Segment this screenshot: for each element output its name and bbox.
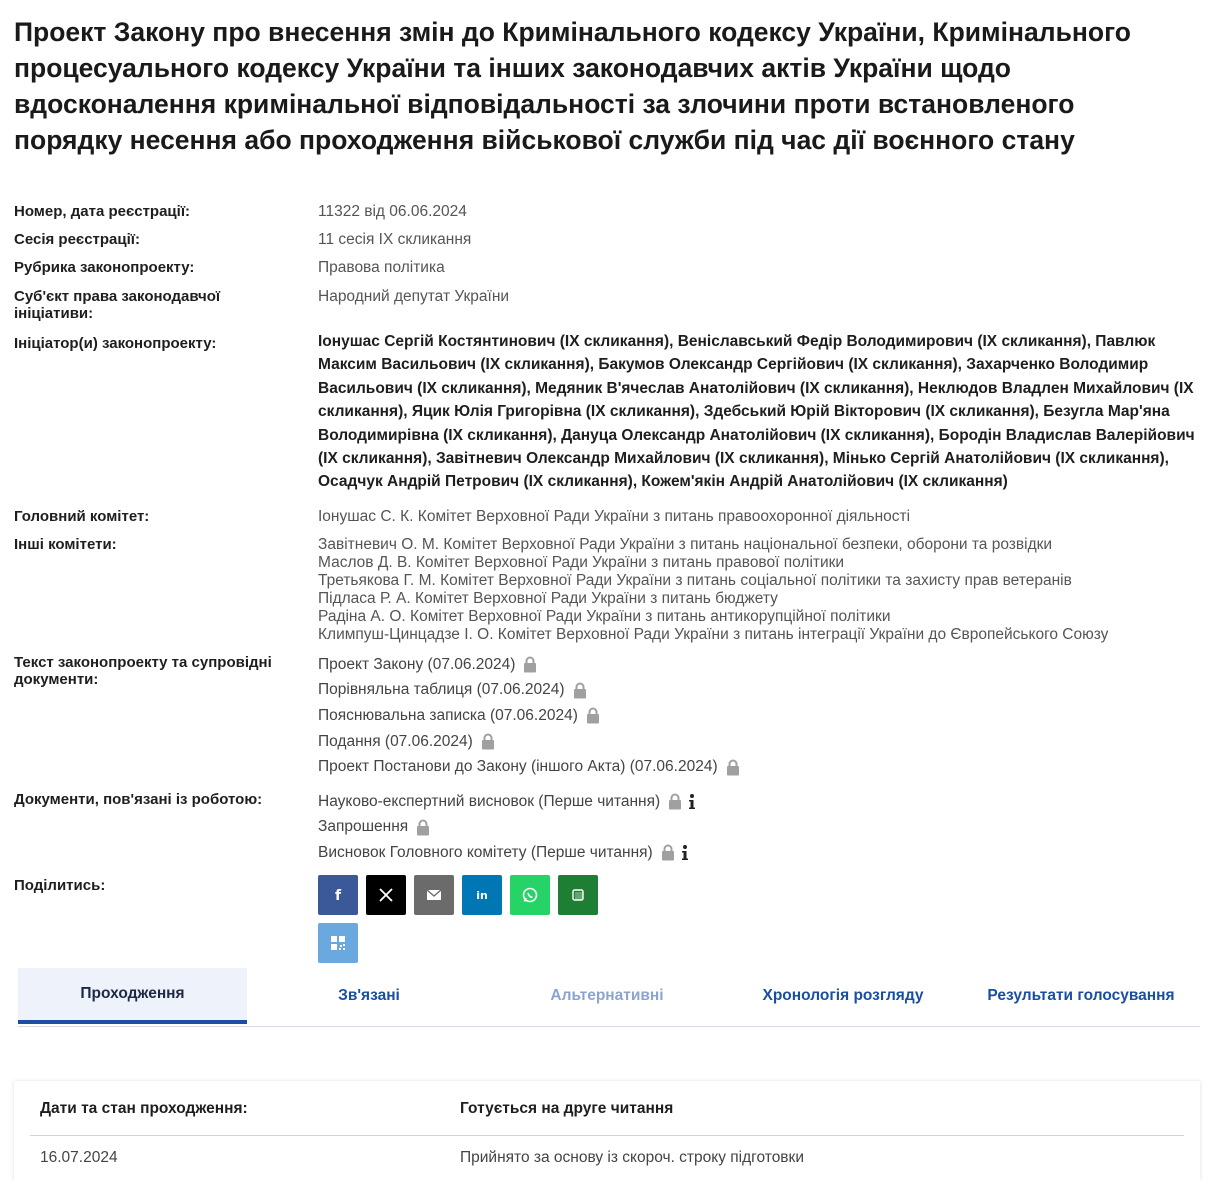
status-head-value: Готується на друге читання	[460, 1100, 674, 1117]
copy-share-button[interactable]	[558, 875, 598, 915]
tab-related[interactable]: Зв'язані	[338, 987, 400, 1004]
tab-chronology[interactable]: Хронологія розгляду	[762, 987, 924, 1004]
doc-item[interactable]	[318, 678, 1198, 704]
lock-icon	[573, 682, 587, 699]
lock-icon	[668, 793, 682, 810]
status-head-label: Дати та стан проходження:	[40, 1100, 248, 1117]
committee-item: Підласа Р. А. Комітет Верховної Ради України з питань бюджету	[318, 590, 778, 607]
info-icon[interactable]	[688, 793, 696, 810]
doc-link[interactable]: Подання (07.06.2024)	[318, 732, 473, 750]
tab-progress[interactable]: Проходження	[18, 968, 247, 1024]
session-value: 11 сесія IX скликання	[318, 231, 472, 248]
committee-item: Маслов Д. В. Комітет Верховної Ради України з питань правової політики	[318, 554, 845, 571]
lock-icon	[726, 759, 740, 776]
main-committee-label: Головний комітет:	[14, 508, 150, 525]
rubric-value: Правова політика	[318, 259, 445, 276]
initiators-value[interactable]: Іонушас Сергій Костянтинович (IX скликання), Веніславський Федір Володимирович (IX скликання), Павлюк Максим Васильович (IX скликання), Бакумов Олександр Сергійович (IX скликання), Захарченко Володимир Васильович (IX скликання), Медяник В'ячеслав Анатолійович (IX скликання), Неклюдов Владлен Михайлович (IX скликання), Яцик Юлія Григорівна (IX скликання), Здебський Юрій Вікторович (IX скликання), Безугла Мар'яна Володимирівна (IX скликання), Дануца Олександр Анатолійович (IX скликання), Бородін Владислав Валерійович (IX скликання), Завітневич Олександр Михайлович (IX скликання), Мінько Сергій Анатолійович (IX скликання), Осадчук Андрій Петрович (IX скликання), Кожем'якін Андрій Анатолійович (IX скликання)	[318, 333, 1195, 491]
committee-item: Третьякова Г. М. Комітет Верховної Ради України з питань соціальної політики та захисту прав ветеранів	[318, 572, 1072, 589]
related-doc-item[interactable]	[318, 840, 1198, 866]
committee-item: Завітневич О. М. Комітет Верховної Ради України з питань національної безпеки, оборони та розвідки	[318, 536, 1053, 553]
status-row-date: 16.07.2024	[40, 1149, 118, 1166]
subject-label: Суб'єкт права законодавчої ініціативи:	[14, 288, 221, 322]
reg-label: Номер, дата реєстрації:	[14, 203, 191, 220]
whatsapp-icon	[521, 886, 539, 904]
lock-icon	[586, 707, 600, 724]
session-label: Сесія реєстрації:	[14, 231, 140, 248]
doc-link[interactable]: Науково-експертний висновок (Перше читання)	[318, 792, 661, 810]
doc-item[interactable]	[318, 754, 1198, 780]
doc-link[interactable]: Проект Закону (07.06.2024)	[318, 655, 516, 673]
doc-link[interactable]: Проект Постанови до Закону (іншого Акта) (07.06.2024)	[318, 758, 718, 776]
qr-code-button[interactable]	[318, 923, 358, 963]
committee-item: Радіна А. О. Комітет Верховної Ради України з питань антикорупційної політики	[318, 608, 891, 625]
initiators-label: Ініціатор(и) законопроекту:	[14, 335, 217, 352]
tab-bar	[18, 968, 1200, 1027]
doc-link[interactable]: Пояснювальна записка (07.06.2024)	[318, 706, 578, 724]
page-title: Проект Закону про внесення змін до Кримінального кодексу України, Кримінального процесуального кодексу України та інших законодавчих актів України щодо вдосконалення кримінальної відповідальності за злочини проти встановленого порядку несення або проходження військової служби під час дії воєнного стану	[14, 17, 1131, 155]
committee-item: Климпуш-Цинцадзе І. О. Комітет Верховної Ради України з питань інтеграції України до Європейського Союзу	[318, 626, 1109, 643]
subject-value: Народний депутат України	[318, 288, 510, 305]
lock-icon	[523, 656, 537, 673]
tab-voting-results[interactable]: Результати голосування	[987, 987, 1175, 1004]
related-docs-label: Документи, пов'язані із роботою:	[14, 791, 263, 808]
other-committees-list	[318, 536, 1198, 644]
email-icon	[425, 886, 443, 904]
info-icon[interactable]	[681, 844, 689, 861]
facebook-icon	[329, 886, 347, 904]
reg-value: 11322 від 06.06.2024	[318, 203, 467, 220]
doc-item[interactable]	[318, 729, 1198, 755]
linkedin-share-button[interactable]	[462, 875, 502, 915]
other-committees-label: Інші комітети:	[14, 536, 117, 553]
docs-label: Текст законопроекту та супровідні документи:	[14, 654, 272, 688]
status-row-value: Прийнято за основу із скороч. строку підготовки	[460, 1149, 804, 1166]
doc-link[interactable]: Висновок Головного комітету (Перше читання)	[318, 843, 653, 861]
doc-link[interactable]: Порівняльна таблиця (07.06.2024)	[318, 681, 565, 699]
status-panel	[14, 1081, 1200, 1181]
doc-link[interactable]: Запрошення	[318, 818, 409, 836]
qr-code-icon	[329, 934, 347, 952]
tab-alternatives: Альтернативні	[550, 987, 664, 1004]
doc-item[interactable]	[318, 703, 1198, 729]
rubric-label: Рубрика законопроекту:	[14, 259, 195, 276]
email-share-button[interactable]	[414, 875, 454, 915]
docs-list	[318, 652, 1198, 780]
x-icon	[377, 886, 395, 904]
linkedin-icon	[473, 886, 491, 904]
facebook-share-button[interactable]	[318, 875, 358, 915]
related-docs-list	[318, 789, 1198, 866]
related-doc-item[interactable]	[318, 815, 1198, 841]
copy-icon	[569, 886, 587, 904]
main-committee-value: Іонушас С. К. Комітет Верховної Ради України з питань правоохоронної діяльності	[318, 508, 911, 525]
doc-item[interactable]	[318, 652, 1198, 678]
related-doc-item[interactable]	[318, 789, 1198, 815]
lock-icon	[661, 844, 675, 861]
lock-icon	[416, 819, 430, 836]
svg-text:in: in	[476, 889, 488, 902]
svg-text:f: f	[334, 888, 342, 904]
lock-icon	[481, 733, 495, 750]
x-share-button[interactable]	[366, 875, 406, 915]
share-label: Поділитись:	[14, 877, 106, 894]
whatsapp-share-button[interactable]	[510, 875, 550, 915]
